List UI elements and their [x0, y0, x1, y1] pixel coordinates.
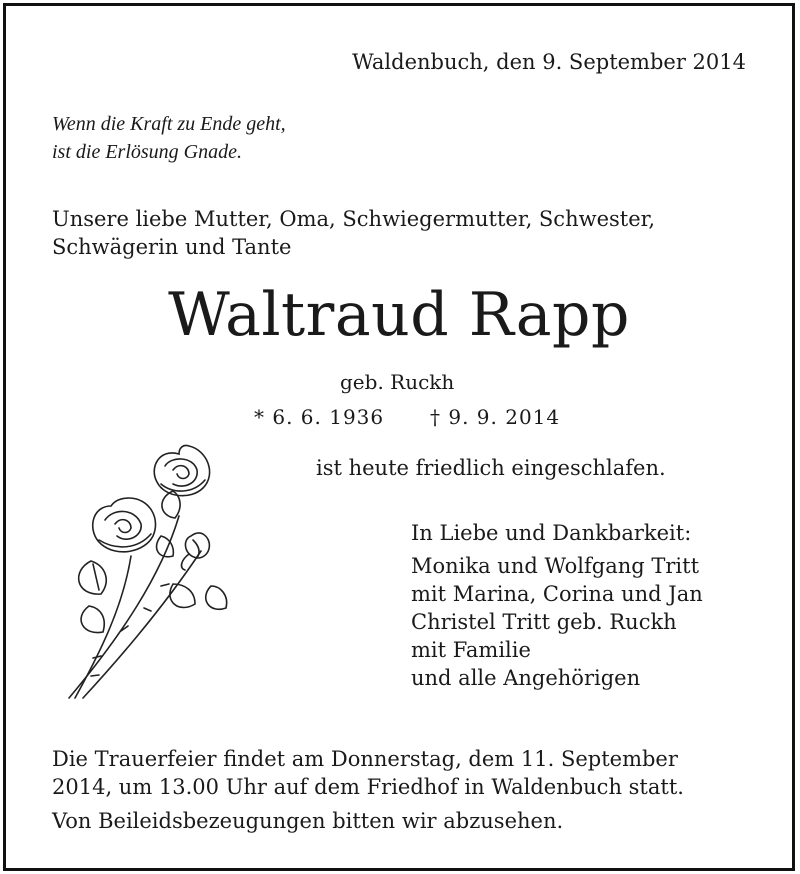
mourner-line: mit Marina, Corina und Jan — [411, 582, 703, 606]
death-date: † 9. 9. 2014 — [430, 405, 561, 429]
mourners-heading: In Liebe und Dankbarkeit: — [411, 521, 692, 545]
mourner-line: Christel Tritt geb. Ruckh — [411, 610, 677, 634]
mourner-line: mit Familie — [411, 638, 531, 662]
birth-date: * 6. 6. 1936 — [254, 405, 385, 429]
obituary-frame — [3, 3, 795, 871]
funeral-info-line-1: Die Trauerfeier findet am Donnerstag, dem 11. September — [52, 747, 678, 771]
intro-line-2: Schwägerin und Tante — [52, 235, 292, 259]
quote-line-1: Wenn die Kraft zu Ende geht, — [52, 113, 286, 135]
passed-away-text: ist heute friedlich eingeschlafen. — [316, 456, 666, 480]
place-date: Waldenbuch, den 9. September 2014 — [352, 50, 746, 74]
funeral-info-line-2: 2014, um 13.00 Uhr auf dem Friedhof in Waldenbuch statt. — [52, 775, 684, 799]
deceased-name: Waltraud Rapp — [168, 280, 630, 350]
intro-line-1: Unsere liebe Mutter, Oma, Schwiegermutter, Schwester, — [52, 207, 656, 231]
maiden-name: geb. Ruckh — [340, 370, 455, 394]
roses-illustration — [61, 436, 231, 706]
quote-line-2: ist die Erlösung Gnade. — [52, 141, 242, 163]
mourner-line: Monika und Wolfgang Tritt — [411, 554, 700, 578]
mourner-line: und alle Angehörigen — [411, 666, 641, 690]
condolence-note: Von Beileidsbezeugungen bitten wir abzusehen. — [52, 809, 564, 833]
